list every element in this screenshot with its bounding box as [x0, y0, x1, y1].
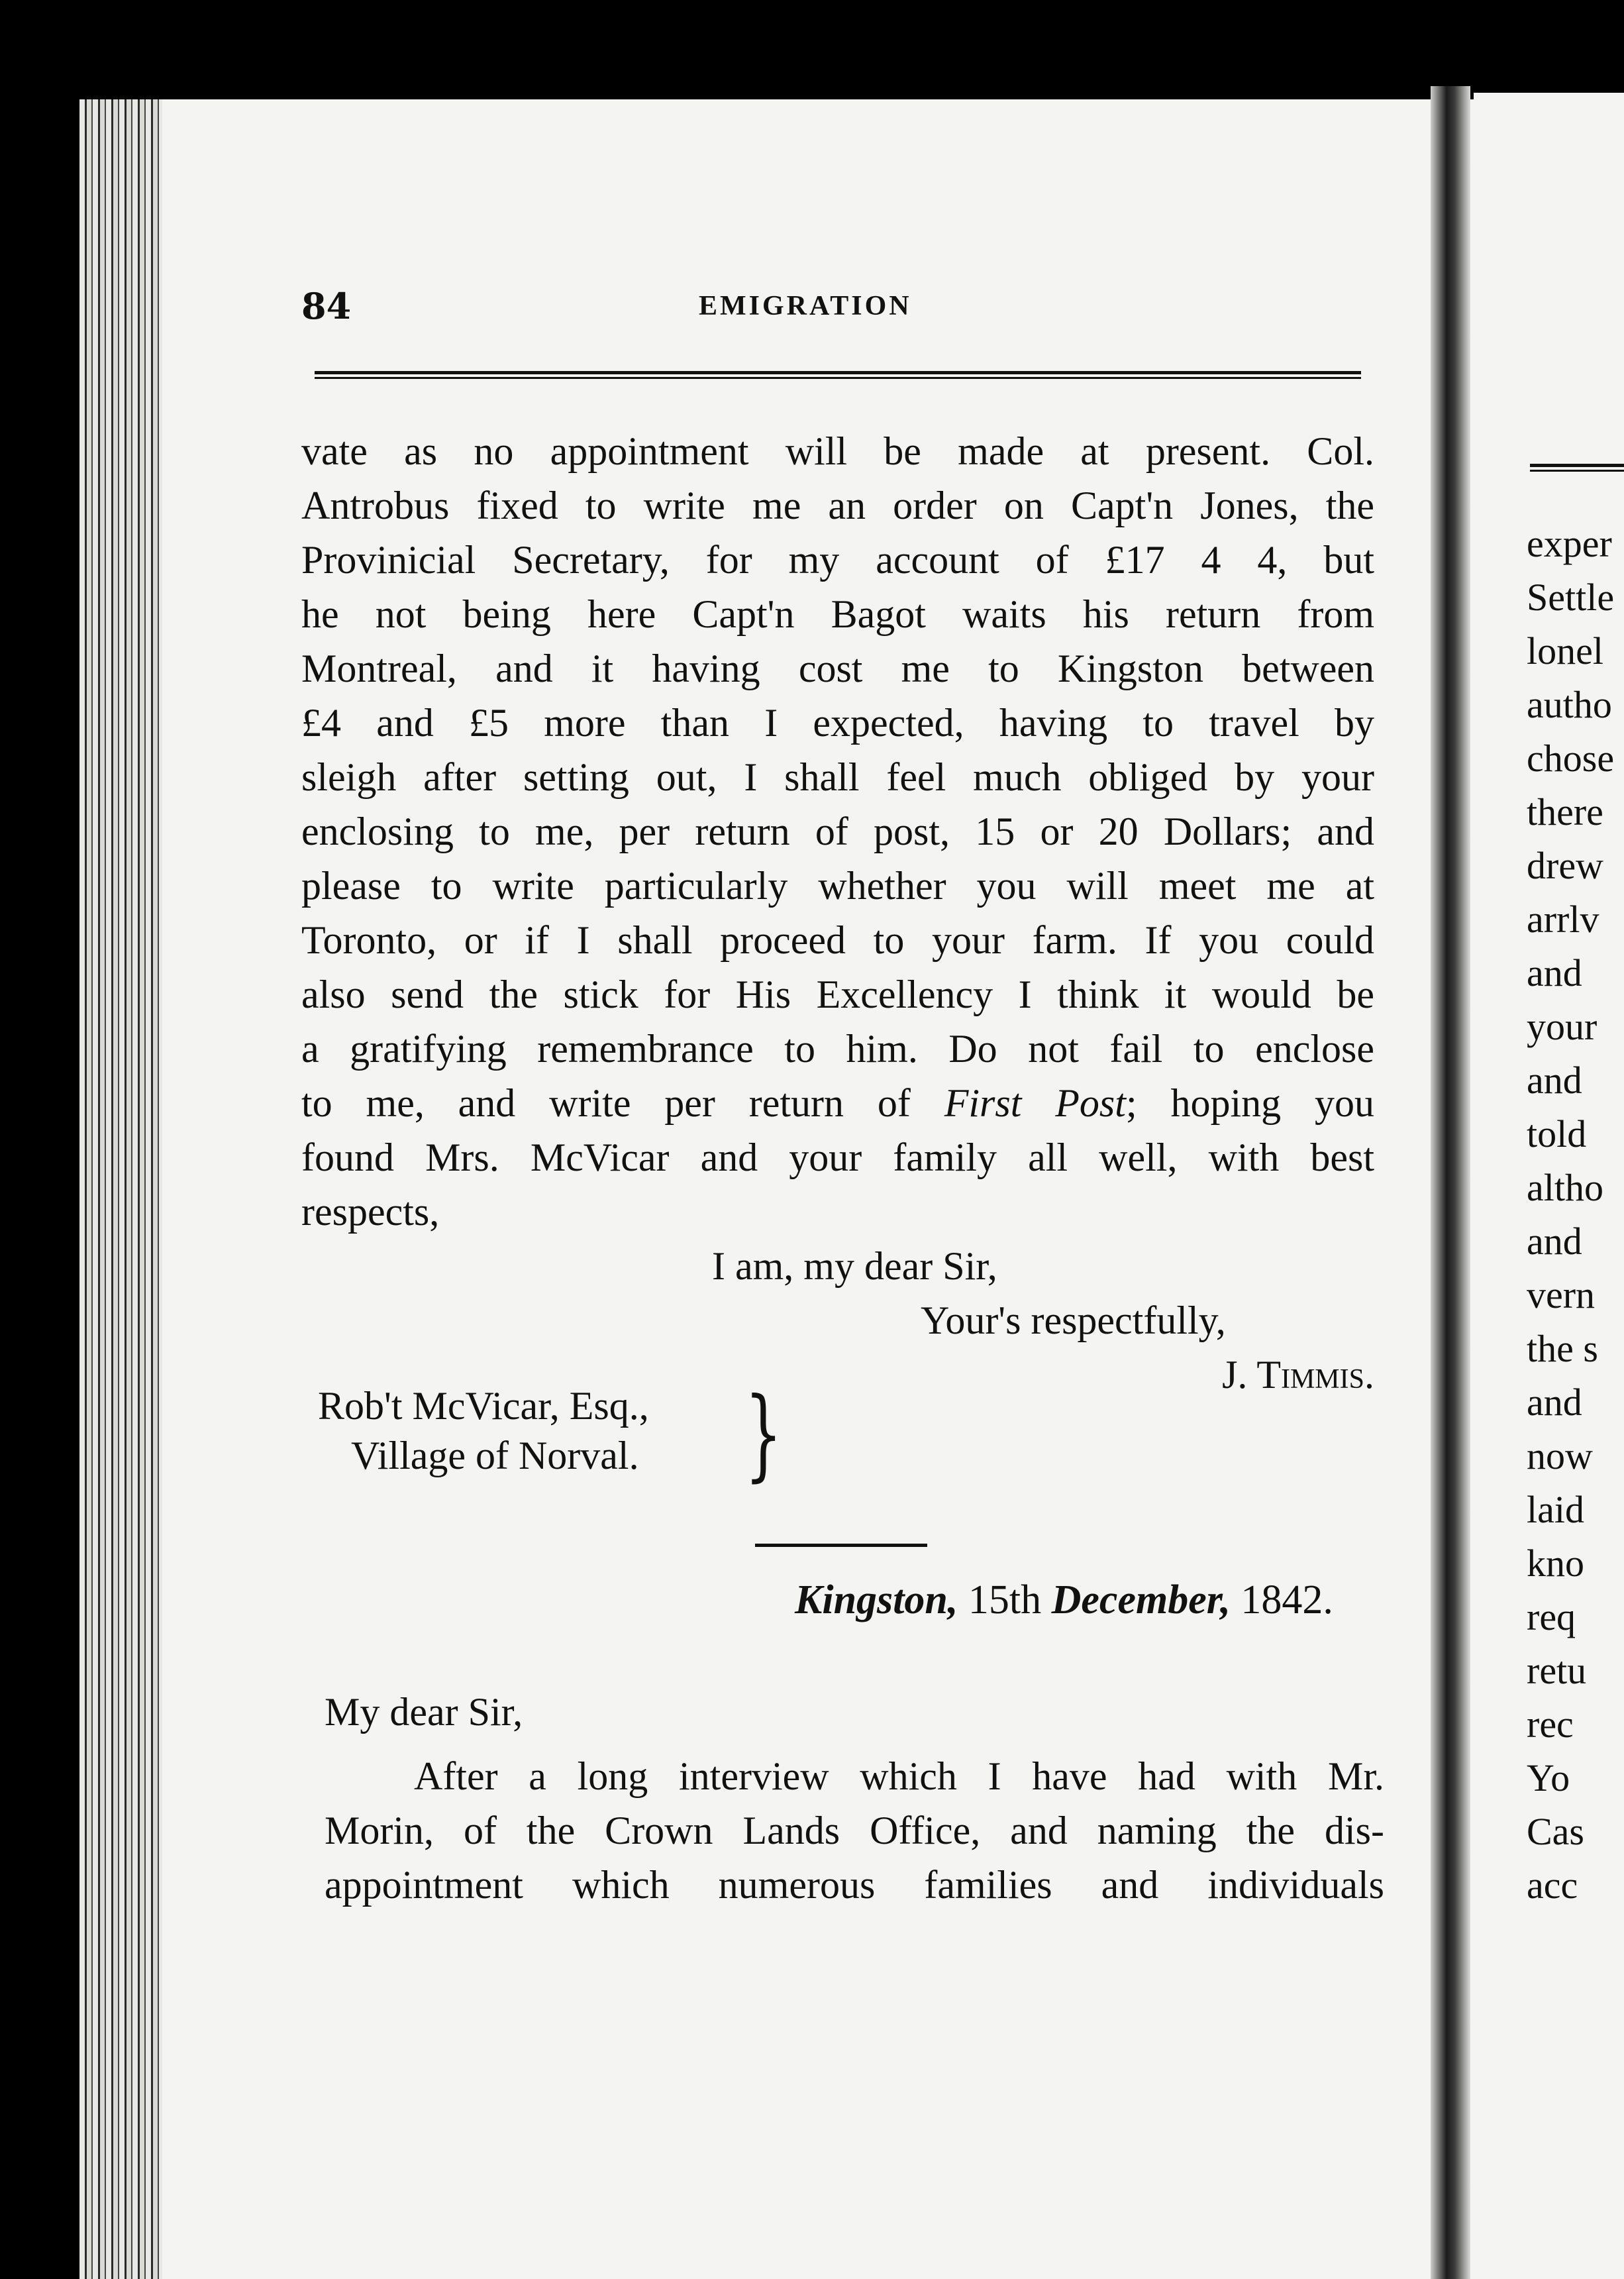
right-page-line: Yo: [1527, 1756, 1570, 1799]
text-line: Morin, of the Crown Lands Office, and naming the dis-: [325, 1809, 1384, 1852]
letter-body: [301, 424, 1374, 1402]
right-page-line: retu: [1527, 1649, 1587, 1692]
brace-glyph: }: [744, 1377, 783, 1492]
text-line: Provinicial Secretary, for my account of £17 4 4, but: [301, 538, 1374, 582]
text-line: Antrobus fixed to write me an order on Capt'n Jones, the: [301, 484, 1374, 527]
text-line: respects,: [301, 1190, 440, 1234]
right-page-line: the s: [1527, 1327, 1598, 1370]
text-line: a gratifying remembrance to him. Do not fail to enclose: [301, 1027, 1374, 1071]
text-line: Toronto, or if I shall proceed to your farm. If you could: [301, 918, 1374, 962]
text-line: enclosing to me, per return of post, 15 or 20 Dollars; and: [301, 810, 1374, 853]
text-line: please to write particularly whether you will meet me at: [301, 864, 1374, 908]
header-rule: [315, 371, 1361, 379]
date-place: Kingston,: [795, 1577, 958, 1622]
right-page-line: chose: [1527, 737, 1615, 780]
right-page-line: lonel: [1527, 629, 1603, 672]
date-year: 1842.: [1241, 1577, 1333, 1622]
text-line: found Mrs. McVicar and your family all well, with best: [301, 1136, 1374, 1179]
addressee-name: Rob't McVicar, Esq.,: [318, 1384, 649, 1428]
right-page-line: and: [1527, 951, 1582, 994]
closing-line: I am, my dear Sir,: [712, 1244, 997, 1288]
salutation: My dear Sir,: [325, 1690, 523, 1734]
right-page-header-rule: [1530, 464, 1624, 472]
addressee-place: Village of Norval.: [351, 1434, 639, 1477]
right-page-line: kno: [1527, 1542, 1584, 1585]
signature: J. Timmis.: [1222, 1353, 1374, 1397]
right-page-line: and: [1527, 1381, 1582, 1424]
date-month: December,: [1051, 1577, 1231, 1622]
letter-dateline: [795, 1577, 1333, 1624]
right-page-line: and: [1527, 1220, 1582, 1263]
running-title: EMIGRATION: [699, 291, 912, 321]
right-page-line: autho: [1527, 683, 1612, 726]
right-page-line: acc: [1527, 1864, 1578, 1907]
book-gutter: [1431, 86, 1470, 2279]
text-line: he not being here Capt'n Bagot waits his return from: [301, 592, 1374, 636]
text-line: appointment which numerous families and individuals: [325, 1863, 1384, 1907]
right-page-line: there: [1527, 790, 1603, 833]
text-line: vate as no appointment will be made at present. Col.: [301, 429, 1374, 473]
text-line: After a long interview which I have had with Mr.: [414, 1754, 1384, 1798]
right-page-line: exper: [1527, 522, 1612, 565]
right-page-fragment: [1474, 93, 1624, 2279]
letter2-body: [325, 1749, 1384, 1912]
right-page-line: now: [1527, 1434, 1593, 1477]
text-line: to me, and write per return of First Post; hoping you: [301, 1081, 1375, 1125]
date-day: 15th: [968, 1577, 1042, 1622]
text-line: £4 and £5 more than I expected, having to travel by: [301, 701, 1374, 745]
right-page-line: Settle: [1527, 576, 1615, 619]
right-page-line: arrlv: [1527, 898, 1599, 941]
right-page-line: rec: [1527, 1703, 1574, 1746]
page-number: 84: [301, 285, 352, 327]
text-line: sleigh after setting out, I shall feel much obliged by your: [301, 755, 1374, 799]
emphasis: First Post: [944, 1081, 1126, 1125]
text-line: Montreal, and it having cost me to Kingston between: [301, 647, 1374, 690]
right-page-line: altho: [1527, 1166, 1603, 1209]
right-page-line: vern: [1527, 1273, 1596, 1316]
right-page-line: req: [1527, 1595, 1576, 1638]
right-page-line: and: [1527, 1059, 1582, 1102]
addressee-block: [318, 1381, 649, 1481]
right-page-line: laid: [1527, 1488, 1584, 1531]
right-page-line: told: [1527, 1112, 1587, 1155]
right-page-line: your: [1527, 1005, 1598, 1048]
right-page-line: drew: [1527, 844, 1603, 887]
scan-background-top: [0, 0, 1624, 99]
text-line: also send the stick for His Excellency I think it would be: [301, 973, 1374, 1016]
section-divider: [755, 1544, 927, 1547]
right-page-text: [1527, 517, 1614, 1912]
valediction: Your's respectfully,: [921, 1298, 1226, 1342]
right-page-line: Cas: [1527, 1810, 1584, 1853]
